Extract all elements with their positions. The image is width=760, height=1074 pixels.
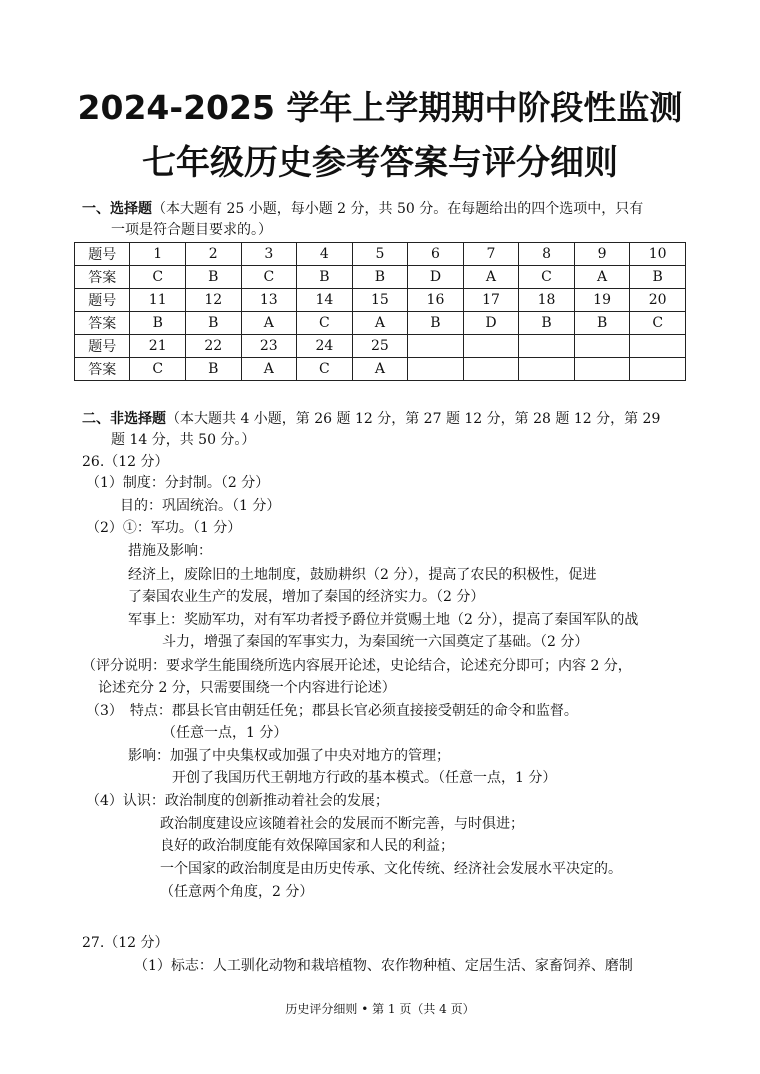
table-row — [75, 358, 686, 381]
table-cell: 1 — [130, 243, 186, 266]
table-cell: B — [574, 312, 630, 335]
table-cell: A — [241, 312, 297, 335]
table-cell — [463, 335, 519, 358]
table-cell: 13 — [241, 289, 297, 312]
table-cell — [574, 358, 630, 381]
table-cell: B — [130, 312, 186, 335]
q26-line: 了秦国农业生产的发展，增加了秦国的经济实力。（2 分） — [128, 589, 485, 605]
table-cell: C — [630, 312, 686, 335]
q26-line: （1）制度：分封制。（2 分） — [86, 475, 270, 491]
table-cell: C — [519, 266, 575, 289]
table-row-label: 答案 — [75, 358, 130, 381]
table-cell: 4 — [297, 243, 353, 266]
table-cell: B — [519, 312, 575, 335]
table-cell: A — [352, 358, 408, 381]
q26-line: 良好的政治制度能有效保障国家和人民的利益； — [160, 838, 454, 854]
table-cell: A — [241, 358, 297, 381]
section1-line-1 — [82, 199, 643, 219]
table-cell — [630, 358, 686, 381]
q26-line: （任意一点，1 分） — [162, 725, 288, 741]
title-line-1: 2024-2025 学年上学期期中阶段性监测 — [77, 88, 683, 127]
table-cell — [574, 335, 630, 358]
table-cell: 2 — [185, 243, 241, 266]
table-cell: B — [185, 312, 241, 335]
table-row — [75, 289, 686, 312]
page-footer: 历史评分细则 • 第 1 页（共 4 页） — [285, 1002, 475, 1016]
table-cell: B — [297, 266, 353, 289]
table-cell: 9 — [574, 243, 630, 266]
table-cell: 15 — [352, 289, 408, 312]
section2-desc-2: 题 14 分，共 50 分。） — [111, 432, 256, 448]
table-row — [75, 312, 686, 335]
table-cell: 16 — [408, 289, 464, 312]
table-cell: B — [352, 266, 408, 289]
table-cell — [630, 335, 686, 358]
table-cell: D — [408, 266, 464, 289]
table-cell: C — [241, 266, 297, 289]
table-row-label: 答案 — [75, 266, 130, 289]
table-cell: C — [130, 266, 186, 289]
table-cell: B — [408, 312, 464, 335]
table-cell: 23 — [241, 335, 297, 358]
table-row — [75, 243, 686, 266]
table-cell: 22 — [185, 335, 241, 358]
table-cell: A — [463, 266, 519, 289]
q26-line: 论述充分 2 分，只需要围绕一个内容进行论述） — [98, 680, 396, 696]
table-cell: A — [352, 312, 408, 335]
table-cell: 7 — [463, 243, 519, 266]
q26-line: （2）①：军功。（1 分） — [86, 520, 242, 536]
q26-line: 经济上，废除旧的土地制度，鼓励耕织（2 分），提高了农民的积极性，促进 — [128, 567, 597, 583]
table-row-label: 题号 — [75, 289, 130, 312]
table-cell: 5 — [352, 243, 408, 266]
table-cell: 25 — [352, 335, 408, 358]
table-cell — [519, 358, 575, 381]
section1-heading: 一、选择题 — [82, 201, 152, 217]
q26-line: 影响：加强了中央集权或加强了中央对地方的管理； — [128, 748, 450, 764]
q27-heading: 27.（12 分） — [82, 935, 169, 951]
table-cell: 11 — [130, 289, 186, 312]
table-cell — [408, 358, 464, 381]
q26-line: 措施及影响： — [128, 543, 212, 559]
table-cell — [463, 358, 519, 381]
table-cell: 12 — [185, 289, 241, 312]
q26-line: 目的：巩固统治。（1 分） — [120, 498, 281, 514]
table-cell: B — [630, 266, 686, 289]
table-cell: B — [185, 266, 241, 289]
section1-desc-1: （本大题有 25 小题，每小题 2 分，共 50 分。在每题给出的四个选项中，只有 — [152, 201, 644, 217]
title-line-2: 七年级历史参考答案与评分细则 — [142, 143, 618, 183]
table-row — [75, 266, 686, 289]
table-cell: 10 — [630, 243, 686, 266]
table-row-label: 题号 — [75, 335, 130, 358]
table-cell: 21 — [130, 335, 186, 358]
table-cell: 18 — [519, 289, 575, 312]
q26-line: 开创了我国历代王朝地方行政的基本模式。（任意一点，1 分） — [172, 770, 557, 786]
q26-line: （评分说明：要求学生能围绕所选内容展开论述，史论结合，论述充分即可；内容 2 分， — [82, 658, 632, 674]
q26-heading: 26.（12 分） — [82, 454, 169, 470]
section2-desc-1: （本大题共 4 小题，第 26 题 12 分，第 27 题 12 分，第 28 题 12 分，第 29 — [166, 411, 661, 427]
table-cell: 24 — [297, 335, 353, 358]
answer-table — [74, 242, 686, 381]
table-cell — [408, 335, 464, 358]
table-cell — [519, 335, 575, 358]
table-row — [75, 335, 686, 358]
table-cell: A — [574, 266, 630, 289]
table-cell: 8 — [519, 243, 575, 266]
q26-line: （任意两个角度，2 分） — [160, 884, 314, 900]
table-cell: 3 — [241, 243, 297, 266]
section2-line-1 — [82, 409, 660, 429]
table-row-label: 答案 — [75, 312, 130, 335]
q26-line: 政治制度建设应该随着社会的发展而不断完善，与时俱进； — [160, 816, 524, 832]
table-cell: 20 — [630, 289, 686, 312]
table-cell: C — [297, 312, 353, 335]
table-cell: C — [130, 358, 186, 381]
table-cell: 17 — [463, 289, 519, 312]
q26-line: 斗力，增强了秦国的军事实力，为秦国统一六国奠定了基础。（2 分） — [162, 634, 589, 650]
section1-desc-2: 一项是符合题目要求的。） — [111, 222, 272, 238]
table-cell: C — [297, 358, 353, 381]
table-cell: 19 — [574, 289, 630, 312]
q26-line: 一个国家的政治制度是由历史传承、文化传统、经济社会发展水平决定的。 — [160, 861, 622, 877]
table-row-label: 题号 — [75, 243, 130, 266]
q27-line: （1）标志：人工驯化动物和栽培植物、农作物种植、定居生活、家畜饲养、磨制 — [134, 958, 633, 974]
table-cell: B — [185, 358, 241, 381]
table-cell: D — [463, 312, 519, 335]
q26-line: 军事上：奖励军功，对有军功者授予爵位并赏赐土地（2 分），提高了秦国军队的战 — [128, 612, 639, 628]
section2-heading: 二、非选择题 — [82, 411, 166, 427]
table-cell: 14 — [297, 289, 353, 312]
table-cell: 6 — [408, 243, 464, 266]
q26-line: （3） 特点：郡县长官由朝廷任免；郡县长官必须直接接受朝廷的命令和监督。 — [86, 703, 578, 719]
q26-line: （4）认识：政治制度的创新推动着社会的发展； — [86, 793, 389, 809]
